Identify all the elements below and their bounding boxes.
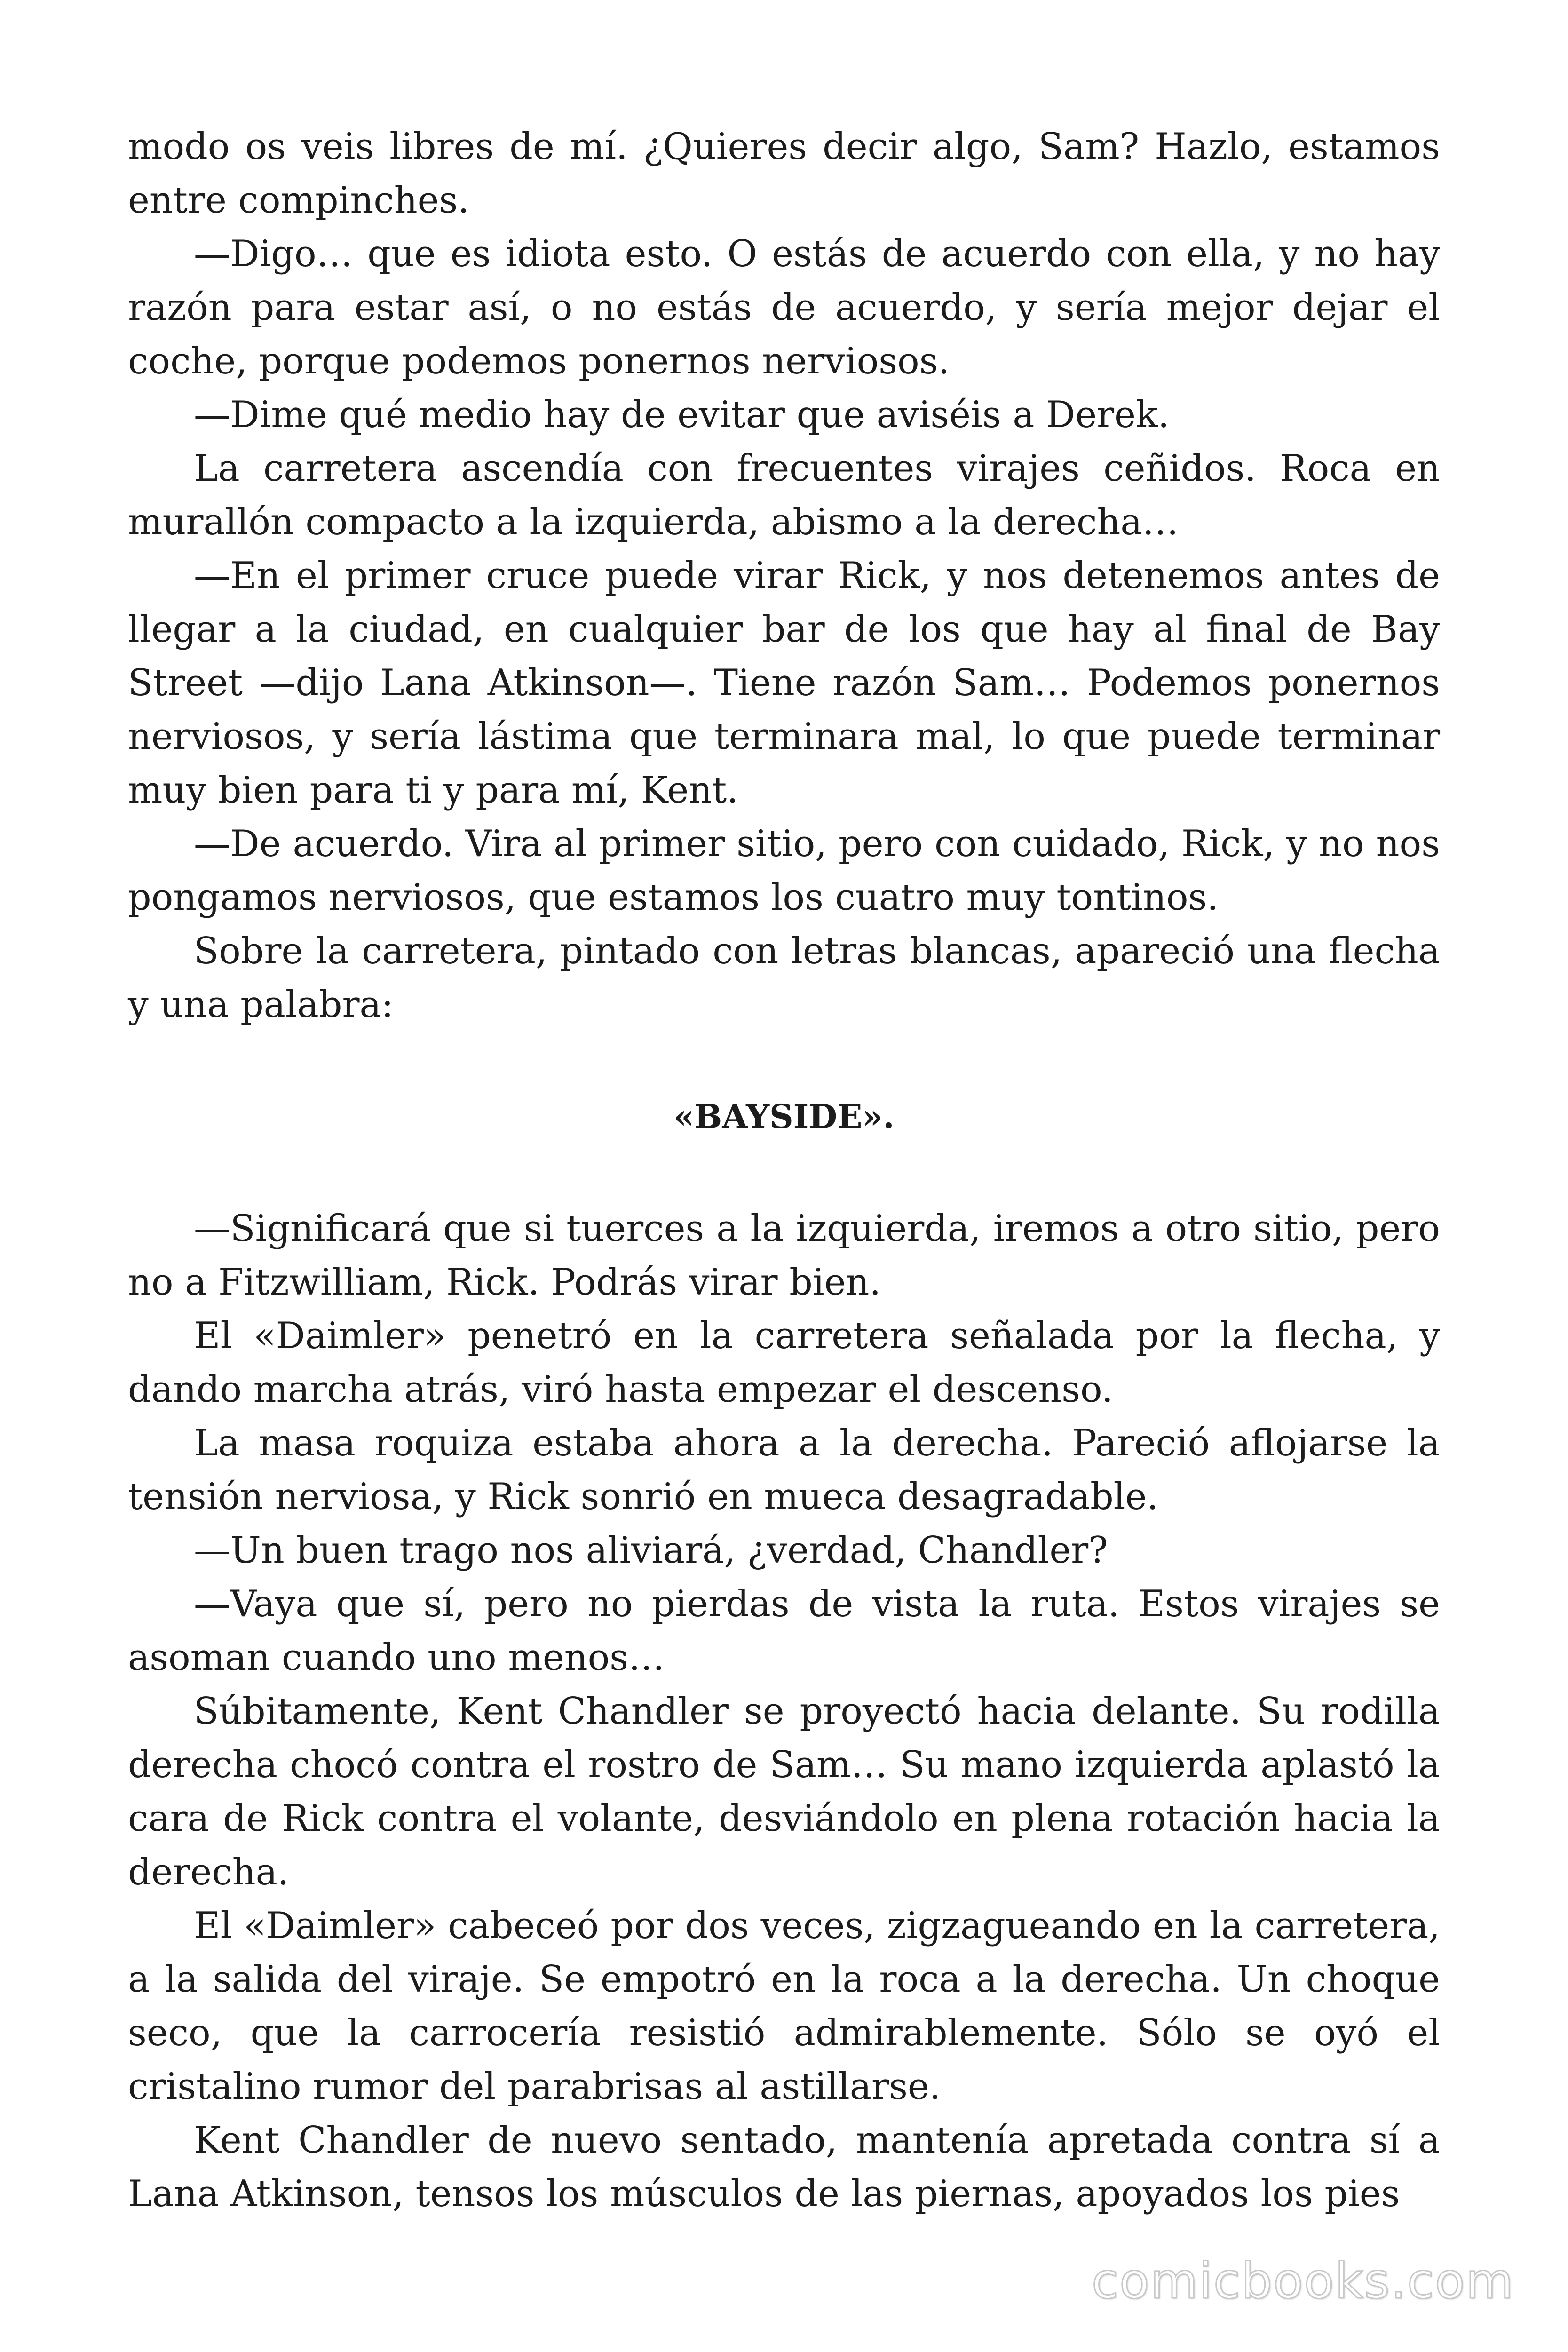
paragraph: La carretera ascendía con frecuentes virajes ceñidos. Roca en murallón compacto a la izquierda, abismo a la derecha… xyxy=(128,447,1440,543)
paragraph: Sobre la carretera, pintado con letras blancas, apareció una flecha y una palabra: xyxy=(128,930,1440,1026)
paragraph: Kent Chandler de nuevo sentado, mantenía apretada contra sí a Lana Atkinson, tensos los músculos de las piernas, apoyados los pies xyxy=(128,2119,1440,2215)
watermark: comicbooks.com xyxy=(1091,2252,1514,2310)
paragraph: El «Daimler» cabeceó por dos veces, zigzagueando en la carretera, a la salida del viraje. Se empotró en la roca a la derecha. Un choque seco, que la carrocería resistió admirablemente. Sólo se oyó el cristalino rumor del parabrisas al astillarse. xyxy=(128,1905,1440,2108)
paragraph: —Significará que si tuerces a la izquierda, iremos a otro sitio, pero no a Fitzwilliam, Rick. Podrás virar bien. xyxy=(128,1208,1440,1303)
paragraph: Súbitamente, Kent Chandler se proyectó hacia delante. Su rodilla derecha chocó contra el rostro de Sam… Su mano izquierda aplastó la cara de Rick contra el volante, desviándolo en plena rotación hacia la derecha. xyxy=(128,1690,1440,1893)
paragraph: El «Daimler» penetró en la carretera señalada por la flecha, y dando marcha atrás, viró hasta empezar el descenso. xyxy=(128,1315,1440,1411)
sign-text-heading: «BAYSIDE». xyxy=(673,1097,895,1136)
paragraph: —Vaya que sí, pero no pierdas de vista la ruta. Estos virajes se asoman cuando uno menos… xyxy=(128,1583,1440,1679)
paragraph: La masa roquiza estaba ahora a la derecha. Pareció aflojarse la tensión nerviosa, y Rick sonrió en mueca desagradable. xyxy=(128,1422,1440,1518)
paragraph: —Digo… que es idiota esto. O estás de acuerdo con ella, y no hay razón para estar así, o no estás de acuerdo, y sería mejor dejar el coche, porque podemos ponernos nerviosos. xyxy=(128,233,1440,382)
paragraph: —De acuerdo. Vira al primer sitio, pero con cuidado, Rick, y no nos pongamos nerviosos, que estamos los cuatro muy tontinos. xyxy=(128,823,1440,919)
page-body xyxy=(128,120,1440,2221)
paragraph: —En el primer cruce puede virar Rick, y nos detenemos antes de llegar a la ciudad, en cualquier bar de los que hay al final de Bay Street —dijo Lana Atkinson—. Tiene razón Sam… Podemos ponernos nerviosos, y sería lástima que terminara mal, lo que puede terminar muy bien para ti y para mí, Kent. xyxy=(128,555,1440,811)
paragraph: —Dime qué medio hay de evitar que aviséis a Derek. xyxy=(194,394,1170,436)
paragraph: modo os veis libres de mí. ¿Quieres decir algo, Sam? Hazlo, estamos entre compinches. xyxy=(128,126,1440,222)
paragraph: —Un buen trago nos aliviará, ¿verdad, Chandler? xyxy=(194,1529,1108,1572)
